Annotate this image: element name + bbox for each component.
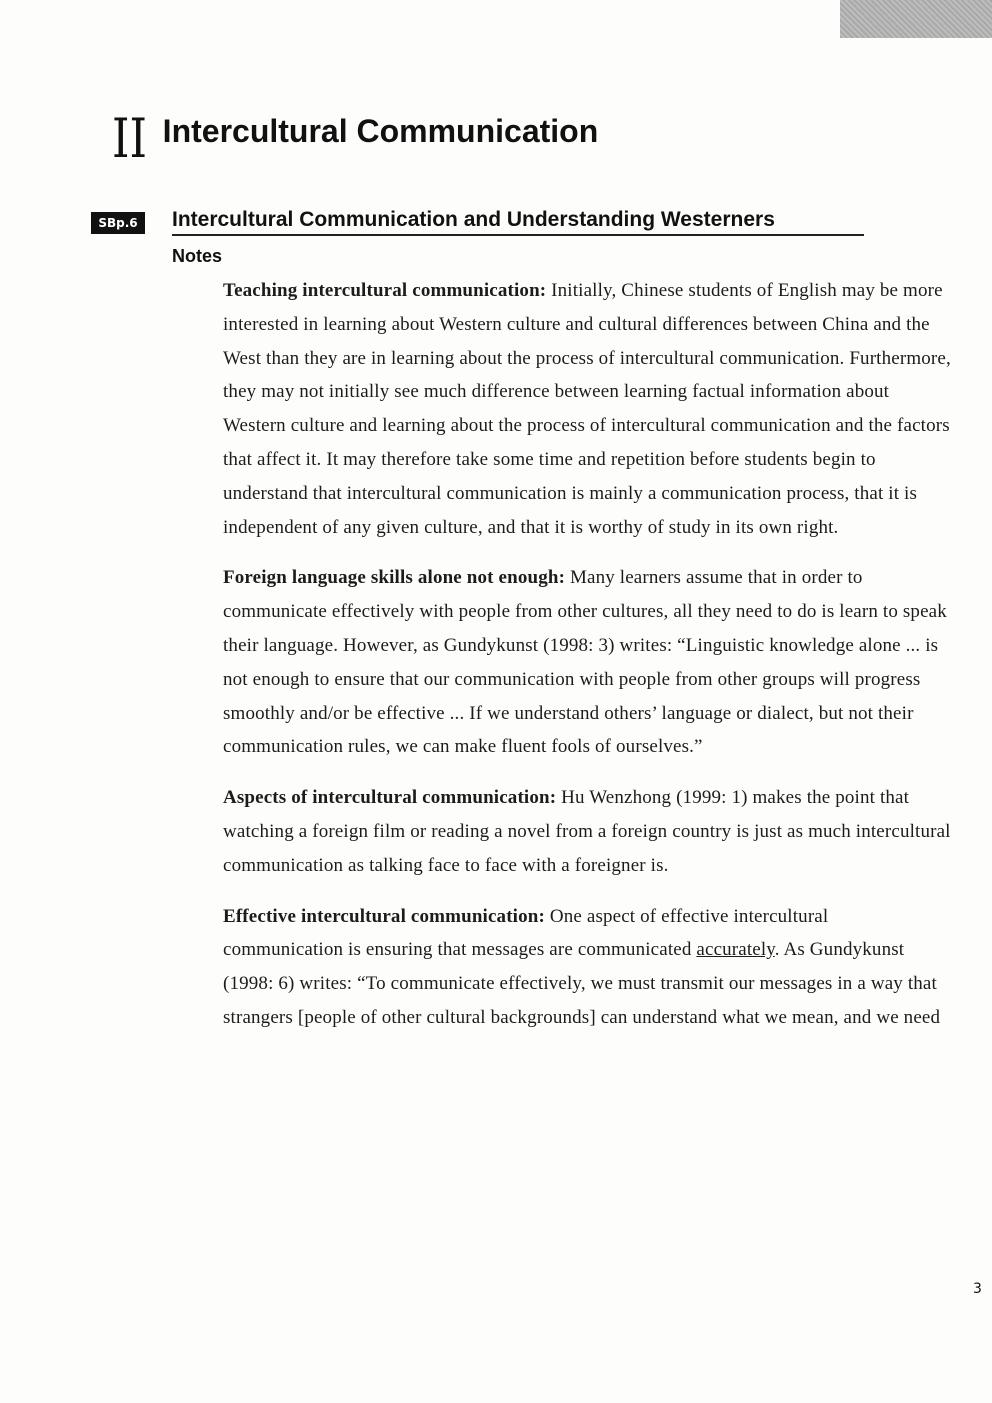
paragraph-body: Initially, Chinese students of English may be more interested in learning about Western culture and cultural differences between China and the West than they are in learning about the process of intercultural communication. Furthermore, they may not initially see much difference between learning factual information about Western culture and learning about the process of intercultural communication and the factors that affect it. It may therefore take some time and repetition before students begin to understand that intercultural communication is mainly a communication process, that it is independent of any given culture, and that it is worthy of study in its own right. [223,280,951,538]
student-book-page-badge: SBp.6 [91,212,145,234]
chapter-heading [112,107,599,170]
paragraph-term: Foreign language skills alone not enough: [223,567,566,589]
paragraph-effective [223,900,951,1035]
paragraph-term: Teaching intercultural communication: [223,280,547,301]
paragraph-body: Many learners assume that in order to communicate effectively with people from other cultures, all they need to do is learn to speak their language. However, as Gundykunst (1998: 3) writes: “Linguistic knowledge alone ... is not enough to ensure that our communication with people from other groups will progress smoothly and/or be effective ... If we understand others’ language or dialect, but not their communication rules, we can make fluent fools of ourselves.” [223,567,947,758]
paragraph-term: Effective intercultural communication: [223,905,545,927]
paragraph-body: Hu Wenzhong (1999: 1) makes the point that watching a foreign film or reading a novel from a foreign country is just as much intercultural communication as talking face to face with a foreigner is. [223,787,951,876]
underlined-word: accurately [696,939,775,961]
paragraph-teaching [223,274,951,544]
page-number: 3 [973,1281,982,1297]
paragraph-body: One aspect of effective intercultural communication is ensuring that messages are communicated [223,905,829,961]
chapter-numeral: II [112,107,147,170]
paragraph-body-continued: . As Gundykunst (1998: 6) writes: “To communicate effectively, we must transmit our messages in a way that strangers [people of other cultural backgrounds] can understand what we mean, and we need [223,939,941,1028]
notes-content [223,274,951,1052]
corner-tab-decoration [840,0,992,38]
notes-label: Notes [172,246,223,266]
chapter-title: Intercultural Communication [162,113,599,149]
paragraph-aspects [223,781,951,882]
paragraph-term: Aspects of intercultural communication: [223,787,557,809]
section-title: Intercultural Communication and Understanding Westerners [172,208,864,236]
paragraph-language-skills [223,561,951,764]
